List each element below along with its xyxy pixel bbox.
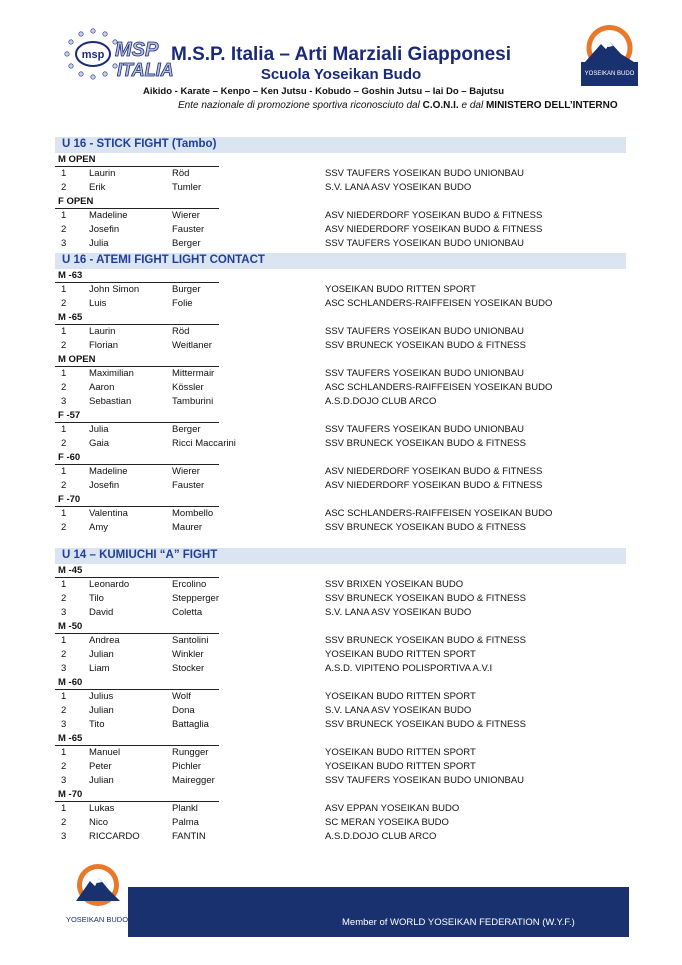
athlete-last-name: Coletta <box>172 607 203 618</box>
athlete-club: S.V. LANA ASV YOSEIKAN BUDO <box>325 705 472 716</box>
result-rank: 3 <box>61 663 67 674</box>
athlete-first-name: Aaron <box>89 382 115 393</box>
athlete-last-name: Mittermair <box>172 368 215 379</box>
athlete-club: A.S.D.DOJO CLUB ARCO <box>325 396 437 407</box>
athlete-last-name: Stocker <box>172 663 205 674</box>
athlete-last-name: Fauster <box>172 224 205 235</box>
division-label: M -50 <box>58 621 83 632</box>
athlete-first-name: Tilo <box>89 593 104 604</box>
result-rank: 2 <box>61 382 67 393</box>
result-rank: 2 <box>61 817 67 828</box>
division-underline <box>55 633 219 634</box>
svg-text:MSP: MSP <box>115 39 159 61</box>
school-title: Scuola Yoseikan Budo <box>260 66 422 83</box>
result-rank: 1 <box>61 168 67 179</box>
result-rank: 1 <box>61 635 67 646</box>
result-rank: 1 <box>61 466 67 477</box>
athlete-club: SSV TAUFERS YOSEIKAN BUDO UNIONBAU <box>325 775 525 786</box>
result-rank: 1 <box>61 747 67 758</box>
athlete-first-name: Sebastian <box>89 396 132 407</box>
result-rank: 2 <box>61 649 67 660</box>
athlete-last-name: Pichler <box>172 761 202 772</box>
athlete-club: SSV TAUFERS YOSEIKAN BUDO UNIONBAU <box>325 238 525 249</box>
athlete-club: A.S.D. VIPITENO POLISPORTIVA A.V.I <box>325 663 493 674</box>
athlete-club: SSV TAUFERS YOSEIKAN BUDO UNIONBAU <box>325 424 525 435</box>
division-underline <box>55 282 219 283</box>
athlete-club: ASV EPPAN YOSEIKAN BUDO <box>325 803 460 814</box>
athlete-last-name: Santolini <box>172 635 209 646</box>
result-rank: 2 <box>61 480 67 491</box>
athlete-last-name: Battaglia <box>172 719 209 730</box>
result-rank: 2 <box>61 182 67 193</box>
result-rank: 3 <box>61 719 67 730</box>
athlete-club: A.S.D.DOJO CLUB ARCO <box>325 831 437 842</box>
main-title: M.S.P. Italia – Arti Marziali Giapponesi <box>171 44 511 65</box>
athlete-last-name: Berger <box>172 424 201 435</box>
athlete-first-name: John Simon <box>89 284 140 295</box>
division-label: F -57 <box>58 410 81 421</box>
athlete-first-name: Florian <box>89 340 119 351</box>
division-label: F OPEN <box>58 196 94 207</box>
athlete-first-name: Julian <box>89 705 114 716</box>
athlete-first-name: Josefin <box>89 224 120 235</box>
recognition-subtitle: Ente nazionale di promozione sportiva riconosciuto dal C.O.N.I. e dal MINISTERO DELL’INTERNO <box>178 100 618 111</box>
result-rank: 1 <box>61 508 67 519</box>
result-rank: 3 <box>61 831 67 842</box>
athlete-club: S.V. LANA ASV YOSEIKAN BUDO <box>325 607 472 618</box>
result-rank: 1 <box>61 284 67 295</box>
athlete-club: SSV BRUNECK YOSEIKAN BUDO & FITNESS <box>325 340 526 351</box>
disciplines-line: Aikido - Karate – Kenpo – Ken Jutsu - Kobudo – Goshin Jutsu – Iai Do – Bajutsu <box>143 86 505 97</box>
athlete-first-name: Madeline <box>89 466 128 477</box>
athlete-club: SSV TAUFERS YOSEIKAN BUDO UNIONBAU <box>325 368 525 379</box>
athlete-club: YOSEIKAN BUDO RITTEN SPORT <box>325 284 476 295</box>
athlete-first-name: Luis <box>89 298 107 309</box>
athlete-last-name: Wolf <box>172 691 191 702</box>
athlete-last-name: Palma <box>172 817 199 828</box>
division-label: M -63 <box>58 270 83 281</box>
svg-text:ITALIA: ITALIA <box>117 60 174 80</box>
athlete-last-name: Maurer <box>172 522 203 533</box>
athlete-club: SSV TAUFERS YOSEIKAN BUDO UNIONBAU <box>325 326 525 337</box>
division-underline <box>55 324 219 325</box>
athlete-club: ASC SCHLANDERS-RAIFFEISEN YOSEIKAN BUDO <box>325 508 553 519</box>
athlete-last-name: FANTIN <box>172 831 206 842</box>
athlete-first-name: Julia <box>89 424 109 435</box>
athlete-first-name: Peter <box>89 761 112 772</box>
result-rank: 2 <box>61 522 67 533</box>
division-label: M -65 <box>58 312 83 323</box>
athlete-first-name: Liam <box>89 663 110 674</box>
division-label: M -65 <box>58 733 83 744</box>
result-rank: 1 <box>61 368 67 379</box>
result-rank: 3 <box>61 775 67 786</box>
athlete-first-name: Manuel <box>89 747 121 758</box>
division-label: M -60 <box>58 677 83 688</box>
athlete-first-name: Julius <box>89 691 114 702</box>
athlete-last-name: Fauster <box>172 480 205 491</box>
result-rank: 2 <box>61 761 67 772</box>
division-label: M OPEN <box>58 354 96 365</box>
athlete-club: SSV BRUNECK YOSEIKAN BUDO & FITNESS <box>325 438 526 449</box>
division-underline <box>55 577 219 578</box>
athlete-first-name: Josefin <box>89 480 120 491</box>
category-title: U 16 - STICK FIGHT (Tambo) <box>62 138 217 150</box>
result-rank: 2 <box>61 298 67 309</box>
athlete-first-name: Lukas <box>89 803 115 814</box>
athlete-last-name: Rungger <box>172 747 209 758</box>
division-underline <box>55 506 219 507</box>
athlete-last-name: Tamburini <box>172 396 214 407</box>
athlete-first-name: Andrea <box>89 635 120 646</box>
athlete-first-name: Erik <box>89 182 106 193</box>
athlete-first-name: Leonardo <box>89 579 130 590</box>
athlete-club: YOSEIKAN BUDO RITTEN SPORT <box>325 691 476 702</box>
result-rank: 3 <box>61 607 67 618</box>
athlete-last-name: Röd <box>172 326 190 337</box>
athlete-last-name: Mombello <box>172 508 214 519</box>
athlete-first-name: Tito <box>89 719 105 730</box>
category-title: U 16 - ATEMI FIGHT LIGHT CONTACT <box>62 254 265 266</box>
athlete-last-name: Folie <box>172 298 193 309</box>
athlete-last-name: Stepperger <box>172 593 220 604</box>
svg-text:msp: msp <box>81 49 105 61</box>
division-underline <box>55 166 219 167</box>
athlete-first-name: Madeline <box>89 210 128 221</box>
athlete-club: SSV BRUNECK YOSEIKAN BUDO & FITNESS <box>325 593 526 604</box>
division-label: M -70 <box>58 789 83 800</box>
athlete-club: SC MERAN YOSEIKA BUDO <box>325 817 449 828</box>
athlete-club: SSV BRUNECK YOSEIKAN BUDO & FITNESS <box>325 719 526 730</box>
division-underline <box>55 422 219 423</box>
athlete-club: ASV NIEDERDORF YOSEIKAN BUDO & FITNESS <box>325 224 543 235</box>
division-underline <box>55 801 219 802</box>
yoseikan-budo-logo-label: YOSEIKAN BUDO <box>584 71 635 77</box>
athlete-last-name: Wierer <box>172 210 200 221</box>
athlete-club: ASV NIEDERDORF YOSEIKAN BUDO & FITNESS <box>325 466 543 477</box>
result-rank: 3 <box>61 396 67 407</box>
athlete-club: S.V. LANA ASV YOSEIKAN BUDO <box>325 182 472 193</box>
result-rank: 2 <box>61 224 67 235</box>
athlete-first-name: Valentina <box>89 508 128 519</box>
footer-bar <box>66 887 629 937</box>
athlete-last-name: Ricci Maccarini <box>172 438 236 449</box>
athlete-first-name: Julian <box>89 775 114 786</box>
athlete-club: ASV NIEDERDORF YOSEIKAN BUDO & FITNESS <box>325 480 543 491</box>
athlete-last-name: Ercolino <box>172 579 207 590</box>
yoseikan-budo-logo <box>581 22 638 86</box>
athlete-last-name: Plankl <box>172 803 198 814</box>
athlete-first-name: David <box>89 607 114 618</box>
athlete-club: SSV BRIXEN YOSEIKAN BUDO <box>325 579 464 590</box>
athlete-club: YOSEIKAN BUDO RITTEN SPORT <box>325 649 476 660</box>
athlete-first-name: Maximilian <box>89 368 134 379</box>
division-label: F -60 <box>58 452 81 463</box>
result-rank: 2 <box>61 705 67 716</box>
division-label: M OPEN <box>58 154 96 165</box>
athlete-club: ASV NIEDERDORF YOSEIKAN BUDO & FITNESS <box>325 210 543 221</box>
result-rank: 1 <box>61 210 67 221</box>
athlete-first-name: Amy <box>89 522 108 533</box>
athlete-last-name: Berger <box>172 238 201 249</box>
athlete-club: YOSEIKAN BUDO RITTEN SPORT <box>325 747 476 758</box>
athlete-club: SSV BRUNECK YOSEIKAN BUDO & FITNESS <box>325 635 526 646</box>
result-rank: 1 <box>61 326 67 337</box>
division-underline <box>55 745 219 746</box>
athlete-club: SSV TAUFERS YOSEIKAN BUDO UNIONBAU <box>325 168 525 179</box>
athlete-first-name: Nico <box>89 817 109 828</box>
athlete-first-name: Laurin <box>89 168 116 179</box>
athlete-last-name: Kössler <box>172 382 204 393</box>
athlete-last-name: Winkler <box>172 649 204 660</box>
athlete-last-name: Burger <box>172 284 201 295</box>
footer-federation-text: Member of WORLD YOSEIKAN FEDERATION (W.Y.F.) <box>342 917 575 928</box>
athlete-last-name: Dona <box>172 705 195 716</box>
division-underline <box>55 689 219 690</box>
yoseikan-budo-footer-logo <box>74 857 122 913</box>
athlete-club: YOSEIKAN BUDO RITTEN SPORT <box>325 761 476 772</box>
category-title: U 14 – KUMIUCHI “A” FIGHT <box>62 549 218 561</box>
athlete-first-name: RICCARDO <box>89 831 140 842</box>
athlete-first-name: Gaia <box>89 438 110 449</box>
result-rank: 1 <box>61 691 67 702</box>
athlete-first-name: Julia <box>89 238 109 249</box>
athlete-last-name: Wierer <box>172 466 200 477</box>
athlete-last-name: Röd <box>172 168 190 179</box>
result-rank: 3 <box>61 238 67 249</box>
result-rank: 1 <box>61 424 67 435</box>
result-rank: 2 <box>61 593 67 604</box>
division-label: F -70 <box>58 494 81 505</box>
athlete-club: ASC SCHLANDERS-RAIFFEISEN YOSEIKAN BUDO <box>325 298 553 309</box>
athlete-last-name: Weitlaner <box>172 340 212 351</box>
result-rank: 1 <box>61 579 67 590</box>
athlete-first-name: Laurin <box>89 326 116 337</box>
division-underline <box>55 464 219 465</box>
footer-logo-label: YOSEIKAN BUDO <box>65 915 129 924</box>
athlete-first-name: Julian <box>89 649 114 660</box>
result-rank: 1 <box>61 803 67 814</box>
athlete-last-name: Mairegger <box>172 775 215 786</box>
division-underline <box>55 366 219 367</box>
division-label: M -45 <box>58 565 83 576</box>
athlete-club: ASC SCHLANDERS-RAIFFEISEN YOSEIKAN BUDO <box>325 382 553 393</box>
athlete-club: SSV BRUNECK YOSEIKAN BUDO & FITNESS <box>325 522 526 533</box>
result-rank: 2 <box>61 340 67 351</box>
division-underline <box>55 208 219 209</box>
athlete-last-name: Tumler <box>172 182 202 193</box>
result-rank: 2 <box>61 438 67 449</box>
